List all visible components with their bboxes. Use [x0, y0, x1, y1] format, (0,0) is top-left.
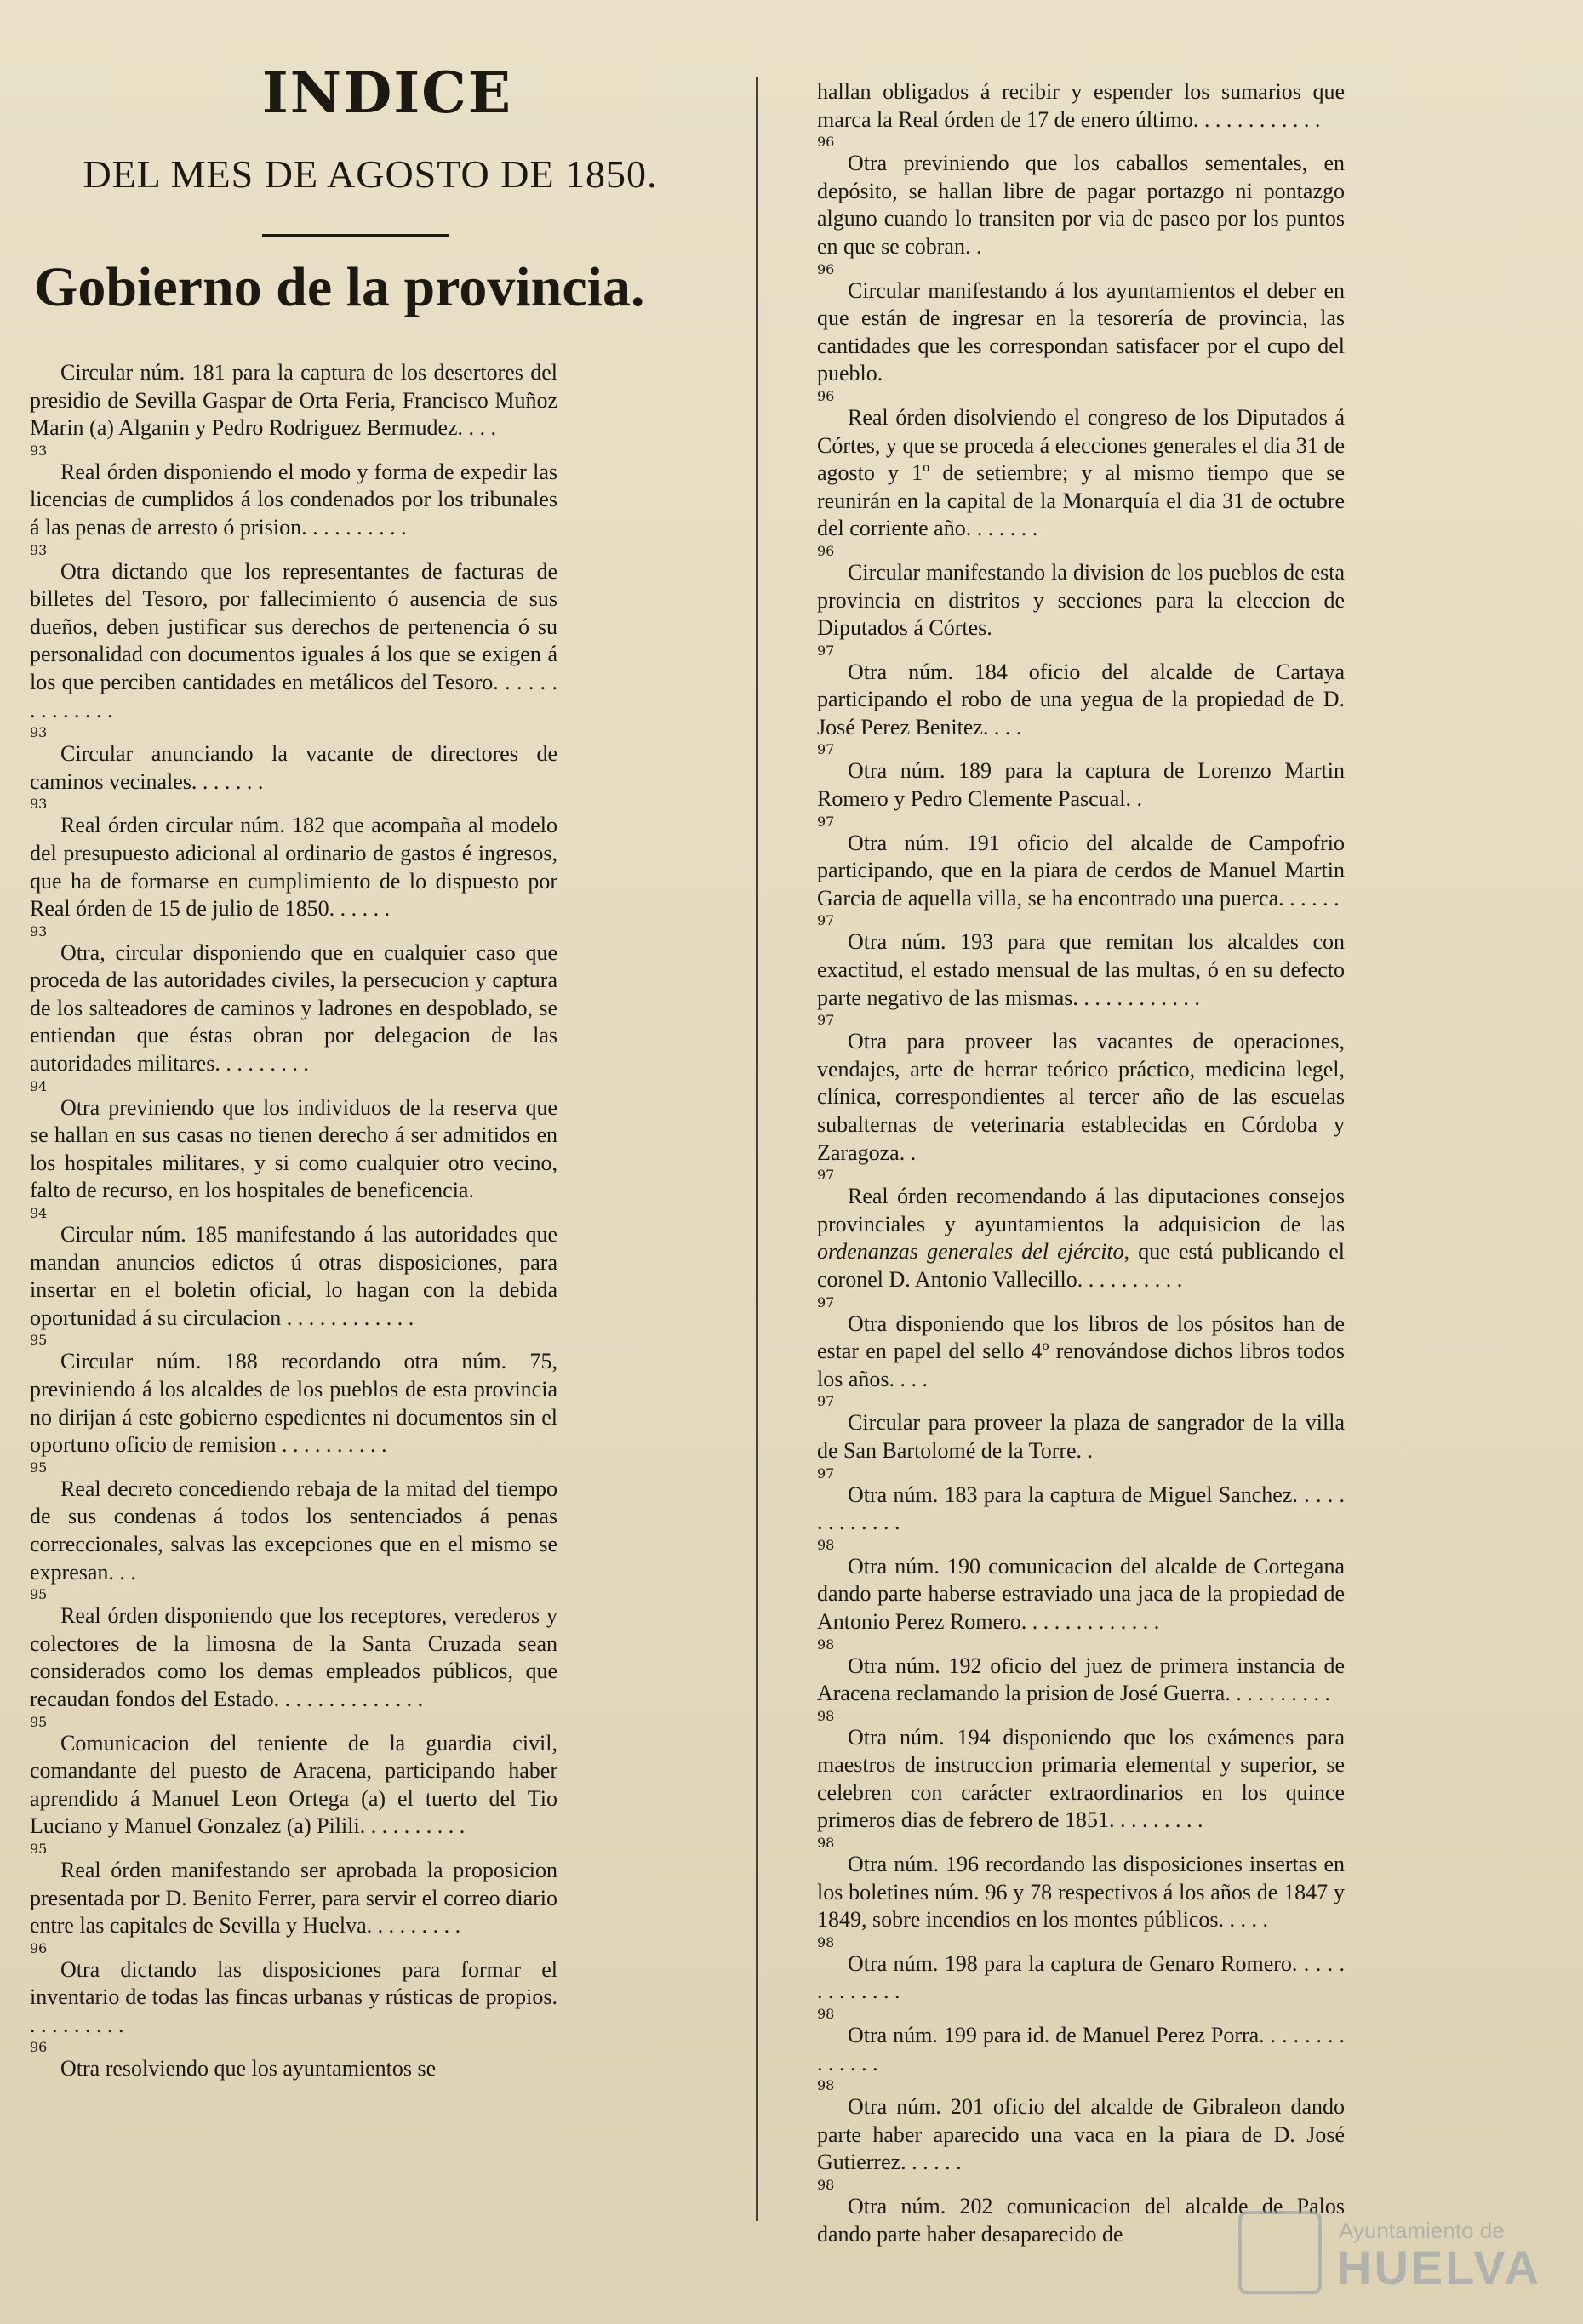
entry-page-number: 95 — [30, 1332, 48, 1349]
index-entry — [30, 359, 557, 459]
entry-text: Otra dictando que los representantes de facturas de billetes del Tesoro, por fallecimiento ó ausencia de sus dueños, deben justificar sus derechos de pertenencia ó su personalidad con documentos iguales á los que se exigen á los que perciben cantidades en metálicos del Tesoro. . . . . . . . . . . . . . — [30, 558, 557, 722]
entry-text: Otra previniendo que los individuos de la reserva que se hallan en sus casas no tienen derecho á ser admitidos en los hospitales militares, y si como cualquier otro vecino, falto de recurso, en los hospitales de beneficencia. — [30, 1094, 557, 1203]
index-entry — [817, 757, 1345, 829]
index-title: INDICE — [261, 60, 513, 126]
left-column — [30, 359, 557, 2083]
entry-page-number: 97 — [817, 912, 835, 929]
entry-page-number: 98 — [817, 1536, 835, 1553]
entry-text: hallan obligados á recibir y espender los sumarios que marca la Real órden de 17 de enero último. . . . . . . . . . . . — [817, 79, 1345, 132]
index-entry — [817, 2093, 1345, 2193]
index-entry — [30, 459, 557, 558]
entry-page-number: 97 — [817, 813, 835, 830]
column-divider — [756, 77, 758, 2221]
entry-text: Real órden disponiendo el modo y forma de expedir las licencias de cumplidos á los condenados por los tribunales á las penas de arresto ó prision. . . . . . . . . . — [30, 459, 557, 540]
index-entry — [817, 659, 1345, 758]
entry-page-number: 95 — [30, 1713, 48, 1730]
section-title: Gobierno de la provincia. — [34, 256, 645, 318]
entry-text: Otra previniendo que los caballos sementales, en depósito, se hallan libre de pagar portazgo ni pontazgo alguno cuando lo transiten por via de paseo por los puntos en que se cobran. . — [817, 151, 1345, 259]
entry-text: Real órden circular núm. 182 que acompaña al modelo del presupuesto adicional al ordinario de gastos é ingresos, que ha de formarse en cumplimiento de lo dispuesto por Real órden de 15 de julio de 1850. . . . . . — [30, 813, 557, 922]
entry-page-number: 97 — [817, 1167, 835, 1184]
entry-text: Otra disponiendo que los libros de los pósitos han de estar en papel del sello 4º renovándose dichos libros todos los años. . . . — [817, 1310, 1345, 1391]
entry-text: Circular manifestando á los ayuntamientos el deber en que están de ingresar en la tesorería de provincia, las cantidades que les correspondan satisfacer por el cupo del pueblo. — [817, 277, 1345, 386]
index-entry — [30, 1730, 557, 1857]
index-entry — [817, 277, 1345, 404]
entry-text: Otra núm. 196 recordando las disposiciones insertas en los boletines núm. 96 y 78 respectivos á los años de 1847 y 1849, sobre incendios en los montes públicos. . . . . — [817, 1852, 1345, 1933]
entry-page-number: 98 — [817, 2006, 835, 2023]
index-entry — [817, 1950, 1345, 2022]
index-entry — [30, 2055, 557, 2083]
watermark-line2: HUELVA — [1337, 2241, 1541, 2294]
index-entry — [30, 1602, 557, 1729]
entry-text: Circular anunciando la vacante de directores de caminos vecinales. . . . . . . — [30, 741, 557, 794]
entry-page-number: 95 — [30, 1840, 48, 1857]
index-entry — [30, 740, 557, 812]
index-entry — [817, 928, 1345, 1028]
index-entry — [817, 1724, 1345, 1851]
entry-text: Otra, circular disponiendo que en cualquier caso que proceda de las autoridades civiles, la persecucion y captura de los salteadores de caminos y ladrones en despoblado, se entiendan que éstas obran por delegacion de las autoridades militares. . . . . . . . . — [30, 939, 557, 1076]
entry-page-number: 96 — [817, 387, 835, 404]
index-entry — [30, 1476, 557, 1602]
entry-page-number: 97 — [817, 642, 835, 659]
index-entry — [817, 1310, 1345, 1410]
index-entry — [817, 1653, 1345, 1724]
title-rule — [262, 234, 449, 237]
entry-text: Otra núm. 199 para id. de Manuel Perez Porra. . . . . . . . . . . . . . — [817, 2023, 1345, 2076]
entry-text: Circular manifestando la division de los pueblos de esta provincia en distritos y secciones para la eleccion de Diputados á Córtes. — [817, 559, 1345, 641]
entry-text: Otra dictando las disposiciones para formar el inventario de todas las fincas urbanas y rústicas de propios. . . . . . . . . . — [30, 1956, 557, 2037]
entry-text: Otra para proveer las vacantes de operaciones, vendajes, arte de herrar teórico práctico, medicina legel, clínica, correspondientes al tercer año de las escuelas subalternas de veterinaria establecidas en Córdoba y Zaragoza. . — [817, 1029, 1345, 1165]
entry-text: Real órden disolviendo el congreso de los Diputados á Córtes, y que se proceda á elecciones generales el dia 31 de agosto y 1º de setiembre; y al mismo tiempo que se reunirán en la capital de la Monarquía el dia 31 de octubre del corriente año. . . . . . . — [817, 404, 1345, 541]
index-entry — [30, 1221, 557, 1348]
entry-page-number: 97 — [817, 1393, 835, 1410]
index-entry — [30, 1956, 557, 2056]
index-entry — [30, 939, 557, 1094]
entry-page-number: 96 — [30, 1939, 48, 1956]
entry-page-number: 93 — [30, 541, 48, 558]
entry-text: Real órden disponiendo que los receptores, verederos y colectores de la limosna de la Santa Cruzada sean considerados como los demas empleados públicos, que recaudan fondos del Estado. . . . . . . . . . . . . . — [30, 1603, 557, 1711]
entry-text: Otra núm. 194 disponiendo que los exámenes para maestros de instruccion primaria elemental y superior, se celebren con carácter extraordinarios en los quince primeros dias de febrero de 1851. . . . . . . . . — [817, 1724, 1345, 1833]
entry-text: Otra núm. 192 oficio del juez de primera instancia de Aracena reclamando la prision de José Guerra. . . . . . . . . . — [817, 1653, 1345, 1706]
entry-page-number: 93 — [30, 796, 48, 813]
index-entry — [817, 1851, 1345, 1950]
index-entry — [30, 812, 557, 939]
entry-text: Circular núm. 188 recordando otra núm. 75, previniendo á los alcaldes de los pueblos de esta provincia no dirijan á este gobierno espedientes ni documentos sin el oportuno oficio de remision . . . . . . . . . . — [30, 1349, 557, 1458]
entry-page-number: 98 — [817, 2177, 835, 2193]
entry-page-number: 98 — [817, 1933, 835, 1950]
entry-text: Otra núm. 184 oficio del alcalde de Cartaya participando el robo de una yegua de la propiedad de D. José Perez Benitez. . . . — [817, 659, 1345, 739]
entry-text: Otra núm. 189 para la captura de Lorenzo Martin Romero y Pedro Clemente Pascual. . — [817, 758, 1345, 812]
entry-page-number: 98 — [817, 2077, 835, 2094]
entry-page-number: 93 — [30, 922, 48, 939]
index-entry — [817, 2022, 1345, 2093]
entry-text: Circular núm. 181 para la captura de los desertores del presidio de Sevilla Gaspar de Orta Feria, Francisco Muñoz Marin (a) Alganin y Pedro Rodriguez Bermudez. . . . — [30, 360, 557, 441]
entry-page-number: 97 — [817, 1465, 835, 1482]
entry-page-number: 93 — [30, 442, 48, 459]
entry-text: Circular núm. 185 manifestando á las autoridades que mandan anuncios edictos ú otras disposiciones, para insertar en el boletin oficial, lo hagan con la debida oportunidad á su circulacion . . . . . . . . . . . . — [30, 1222, 557, 1330]
index-entry — [817, 1482, 1345, 1553]
entry-text: Real órden recomendando á las diputaciones consejos provinciales y ayuntamientos la adquisicion de las ordenanzas generales del ejército, que está publicando el coronel D. Antonio Vallecillo. . . . . . . . . . — [817, 1184, 1345, 1292]
index-entry — [817, 150, 1345, 277]
index-entry — [817, 830, 1345, 929]
right-column — [817, 78, 1345, 2248]
index-entry — [817, 1409, 1345, 1481]
entry-page-number: 96 — [30, 2039, 48, 2056]
entry-text: Otra núm. 198 para la captura de Genaro Romero. . . . . . . . . . . . . — [817, 1950, 1345, 2004]
index-entry — [817, 404, 1345, 559]
entry-page-number: 95 — [30, 1459, 48, 1476]
entry-page-number: 98 — [817, 1636, 835, 1653]
entry-page-number: 94 — [30, 1205, 48, 1222]
index-entry — [817, 1183, 1345, 1310]
index-entry — [817, 1553, 1345, 1653]
index-entry — [817, 78, 1345, 150]
entry-text: Real decreto concediendo rebaja de la mitad del tiempo de sus condenas á todos los sentenciados á penas correccionales, salvas las excepciones que en el mismo se expresan. . . — [30, 1476, 557, 1585]
entry-page-number: 98 — [817, 1835, 835, 1852]
index-entry — [30, 1094, 557, 1221]
watermark-logo — [1238, 2204, 1541, 2298]
index-entry — [817, 559, 1345, 659]
entry-text: Otra núm. 202 comunicacion del alcalde de Palos dando parte haber desaparecido de — [817, 2194, 1345, 2247]
index-entry — [30, 1857, 557, 1956]
index-entry — [30, 558, 557, 741]
index-subtitle: DEL MES DE AGOSTO DE 1850. — [83, 152, 658, 196]
entry-page-number: 97 — [817, 1293, 835, 1310]
entry-page-number: 95 — [30, 1586, 48, 1603]
entry-page-number: 96 — [817, 134, 835, 151]
entry-text: Otra resolviendo que los ayuntamientos se — [60, 2056, 437, 2081]
entry-page-number: 97 — [817, 741, 835, 758]
entry-text: Otra núm. 201 oficio del alcalde de Gibraleon dando parte haber aparecido una vaca en la piara de D. José Gutierrez. . . . . . — [817, 2094, 1345, 2175]
entry-text: Otra núm. 190 comunicacion del alcalde de Cortegana dando parte haberse estraviado una jaca de la propiedad de Antonio Perez Romero. . . . . . . . . . . . . — [817, 1553, 1345, 1634]
entry-page-number: 97 — [817, 1012, 835, 1029]
entry-page-number: 96 — [817, 542, 835, 559]
entry-page-number: 98 — [817, 1707, 835, 1724]
entry-page-number: 94 — [30, 1077, 48, 1094]
entry-text: Otra núm. 191 oficio del alcalde de Campofrio participando, que en la piara de cerdos de Manuel Martin Garcia de aquella villa, se ha encontrado una puerca. . . . . . — [817, 830, 1345, 911]
entry-text: Real órden manifestando ser aprobada la proposicion presentada por D. Benito Ferrer, para servir el correo diario entre las capitales de Sevilla y Huelva. . . . . . . . . — [30, 1857, 557, 1939]
index-entry — [30, 1348, 557, 1475]
entry-text: Comunicacion del teniente de la guardia civil, comandante del puesto de Aracena, participando haber aprendido á Manuel Leon Ortega (a) el tuerto del Tio Luciano y Manuel Gonzalez (a) Pilili. . . . . . . . . . — [30, 1730, 557, 1839]
entry-text: Otra núm. 193 para que remitan los alcaldes con exactitud, el estado mensual de las multas, ó en su defecto parte negativo de las mismas. . . . . . . . . . . . — [817, 929, 1345, 1010]
index-entry — [817, 1028, 1345, 1183]
entry-text: Otra núm. 183 para la captura de Miguel Sanchez. . . . . . . . . . . . . — [817, 1482, 1345, 1535]
city-emblem-icon — [1238, 2211, 1322, 2294]
entry-page-number: 93 — [30, 724, 48, 741]
entry-page-number: 96 — [817, 260, 835, 277]
watermark-line1: Ayuntamiento de — [1339, 2218, 1505, 2243]
entry-text: Circular para proveer la plaza de sangrador de la villa de San Bartolomé de la Torre. . — [817, 1410, 1345, 1463]
